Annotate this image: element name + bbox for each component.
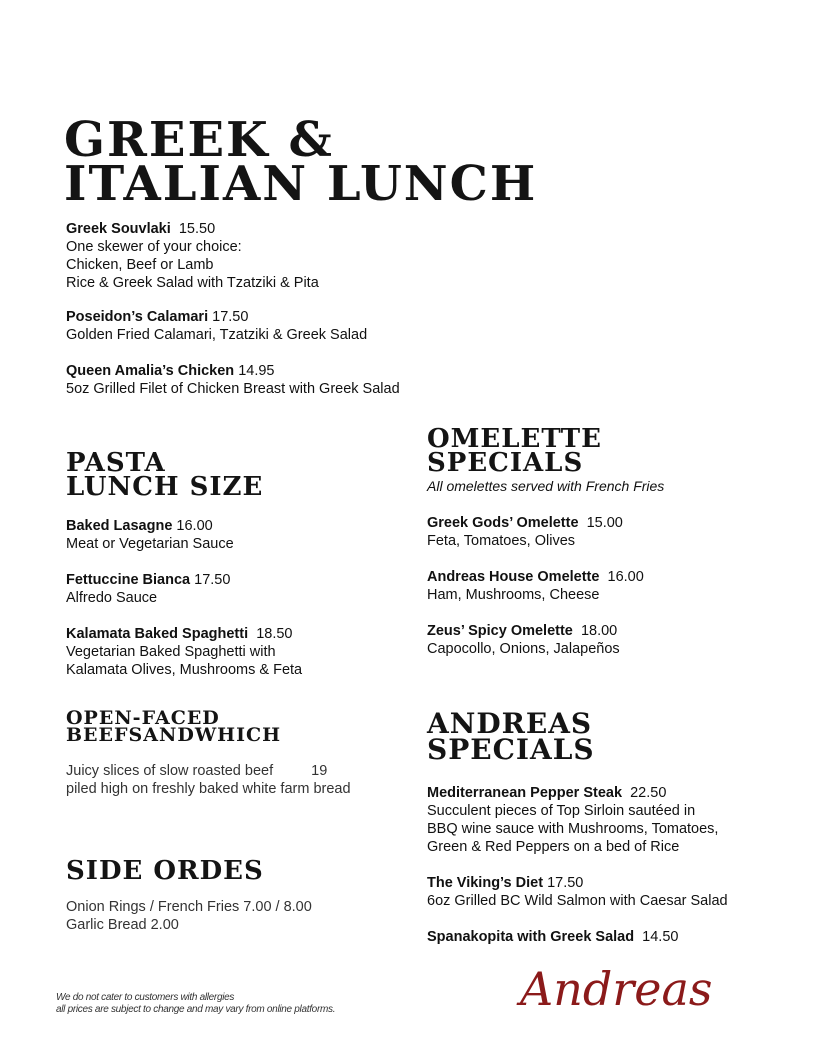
beef-heading [66,707,282,747]
footer-line-2: all prices are subject to change and may vary from online platforms. [56,1004,336,1015]
item-desc: Feta, Tomatoes, Olives [427,533,576,549]
item-price: 17.50 [194,572,231,588]
item-name: Mediterranean Pepper Steak [427,785,623,801]
item-desc: Ham, Mushrooms, Cheese [427,587,600,603]
andreas-item [427,874,728,910]
beef-price: 19 [311,763,328,779]
item-price: 15.50 [178,221,216,237]
beef-description [66,762,351,798]
item-price: 22.50 [630,785,667,801]
beef-title-2: BEEFSANDWHICH [66,724,282,747]
andreas-item [427,784,718,856]
greek-item [66,362,400,398]
item-price: 17.50 [212,309,249,325]
sides-heading: SIDE ORDES [66,856,264,886]
item-name: Andreas House Omelette [427,569,600,585]
page-title [64,112,538,213]
item-name: Fettuccine Bianca [66,572,191,588]
pasta-title-1: PASTA [66,448,166,478]
andreas-item [427,928,678,946]
item-name: Spanakopita with Greek Salad [427,929,635,945]
title-line-2: ITALIAN LUNCH [64,156,538,213]
item-name: Poseidon’s Calamari [66,309,209,325]
item-name: The Viking’s Diet [427,875,544,891]
item-desc: One skewer of your choice: [66,239,242,255]
item-price: 16.00 [607,569,644,585]
title-line-1: GREEK & [64,112,334,168]
omelette-title-1: OMELETTE [427,424,602,454]
andreas-logo: Andreas [520,962,713,1016]
item-name: Queen Amalia’s Chicken [66,363,235,379]
pasta-item [66,517,234,553]
pasta-heading [66,448,264,502]
item-name: Zeus’ Spicy Omelette [427,623,573,639]
pasta-item [66,571,230,607]
item-desc: Meat or Vegetarian Sauce [66,536,234,552]
item-desc: Succulent pieces of Top Sirloin sautéed in [427,803,696,819]
item-price: 18.50 [256,626,293,642]
item-desc: 6oz Grilled BC Wild Salmon with Caesar Salad [427,893,728,909]
omelette-item [427,568,644,604]
greek-item [66,220,319,292]
beef-line-2: piled high on freshly baked white farm bread [66,781,351,797]
andreas-title-1: ANDREAS [427,707,593,740]
sides-line-2: Garlic Bread 2.00 [66,917,179,933]
item-desc: Rice & Greek Salad with Tzatziki & Pita [66,275,319,291]
item-price: 15.00 [586,515,623,531]
footer-line-1: We do not cater to customers with allergies [56,992,235,1003]
sides-line-1: Onion Rings / French Fries 7.00 / 8.00 [66,899,312,915]
item-name: Greek Gods’ Omelette [427,515,579,531]
item-desc: BBQ wine sauce with Mushrooms, Tomatoes, [427,821,719,837]
item-desc: Chicken, Beef or Lamb [66,257,214,273]
pasta-title-2: LUNCH SIZE [66,471,264,502]
beef-title-1: OPEN-FACED [66,707,220,729]
item-desc: 5oz Grilled Filet of Chicken Breast with Greek Salad [66,381,400,397]
item-name: Greek Souvlaki [66,221,171,237]
sides-list [66,898,312,934]
greek-item [66,308,367,344]
item-desc: Alfredo Sauce [66,590,158,606]
omelette-subtitle: All omelettes served with French Fries [427,478,665,494]
omelette-title-2: SPECIALS [427,447,584,478]
item-price: 18.00 [580,623,618,639]
item-name: Kalamata Baked Spaghetti [66,626,249,642]
item-desc: Vegetarian Baked Spaghetti with [66,644,276,660]
andreas-heading [427,707,595,766]
item-desc: Golden Fried Calamari, Tzatziki & Greek Salad [66,327,368,343]
item-desc: Capocollo, Onions, Jalapeños [427,641,620,657]
omelette-heading [427,424,602,478]
pasta-item [66,625,302,679]
item-price: 17.50 [547,875,584,891]
beef-line-1: Juicy slices of slow roasted beef [66,763,274,779]
item-price: 16.00 [176,518,213,534]
item-desc: Green & Red Peppers on a bed of Rice [427,839,680,855]
item-price: 14.95 [238,363,275,379]
item-price: 14.50 [642,929,679,945]
item-name: Baked Lasagne [66,518,173,534]
andreas-title-2: SPECIALS [427,732,595,766]
omelette-item [427,514,623,550]
footer-disclaimer [56,992,335,1016]
item-desc: Kalamata Olives, Mushrooms & Feta [66,662,303,678]
omelette-item [427,622,620,658]
